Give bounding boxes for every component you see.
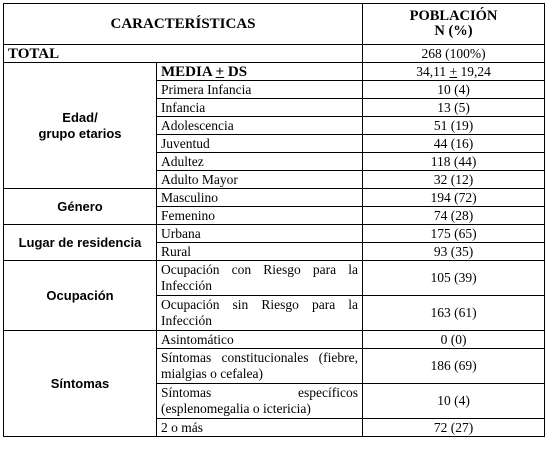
table-row xyxy=(4,63,545,81)
row-label: Adulto Mayor xyxy=(157,171,363,189)
media-label: MEDIA + DS xyxy=(157,63,363,81)
characteristics-table xyxy=(3,3,545,437)
row-value: 44 (16) xyxy=(363,135,545,153)
row-value: 32 (12) xyxy=(363,171,545,189)
row-value: 10 (4) xyxy=(363,384,545,419)
row-label: Rural xyxy=(157,243,363,261)
row-value: 72 (27) xyxy=(363,419,545,437)
header-population xyxy=(363,4,545,45)
row-label: Ocupación sin Riesgo para la Infección xyxy=(157,296,363,331)
group-edad-line2: grupo etarios xyxy=(38,125,122,141)
row-value: 51 (19) xyxy=(363,117,545,135)
table-row xyxy=(4,261,545,296)
total-row xyxy=(4,45,545,63)
row-label: Masculino xyxy=(157,189,363,207)
row-value: 10 (4) xyxy=(363,81,545,99)
row-label: Femenino xyxy=(157,207,363,225)
row-value: 163 (61) xyxy=(363,296,545,331)
header-population-line1: POBLACIÓN xyxy=(409,8,498,24)
total-value: 268 (100%) xyxy=(363,45,545,63)
row-label: 2 o más xyxy=(157,419,363,437)
row-label: Juventud xyxy=(157,135,363,153)
header-population-line2: N (%) xyxy=(434,23,473,39)
header-row xyxy=(4,4,545,45)
total-label: TOTAL xyxy=(4,45,363,63)
row-label: Síntomas constitucionales (fiebre, mialgias o cefalea) xyxy=(157,349,363,384)
table-row xyxy=(4,331,545,349)
media-value: 34,11 + 19,24 xyxy=(363,63,545,81)
row-value: 93 (35) xyxy=(363,243,545,261)
group-genero: Género xyxy=(4,189,157,225)
row-label: Síntomas específicos (esplenomegalia o ictericia) xyxy=(157,384,363,419)
row-value: 105 (39) xyxy=(363,261,545,296)
table-row xyxy=(4,225,545,243)
group-edad xyxy=(4,63,157,189)
row-label: Primera Infancia xyxy=(157,81,363,99)
header-characteristics: CARACTERÍSTICAS xyxy=(4,4,363,45)
group-edad-line1: Edad/ xyxy=(62,109,98,125)
row-label: Urbana xyxy=(157,225,363,243)
group-residencia: Lugar de residencia xyxy=(4,225,157,261)
row-value: 186 (69) xyxy=(363,349,545,384)
row-label: Asintomático xyxy=(157,331,363,349)
row-value: 74 (28) xyxy=(363,207,545,225)
group-sintomas: Síntomas xyxy=(4,331,157,437)
table-row xyxy=(4,189,545,207)
row-label: Adultez xyxy=(157,153,363,171)
row-value: 194 (72) xyxy=(363,189,545,207)
row-value: 175 (65) xyxy=(363,225,545,243)
row-label: Infancia xyxy=(157,99,363,117)
row-label: Ocupación con Riesgo para la Infección xyxy=(157,261,363,296)
row-value: 118 (44) xyxy=(363,153,545,171)
row-value: 13 (5) xyxy=(363,99,545,117)
row-label: Adolescencia xyxy=(157,117,363,135)
group-ocupacion: Ocupación xyxy=(4,261,157,331)
row-value: 0 (0) xyxy=(363,331,545,349)
